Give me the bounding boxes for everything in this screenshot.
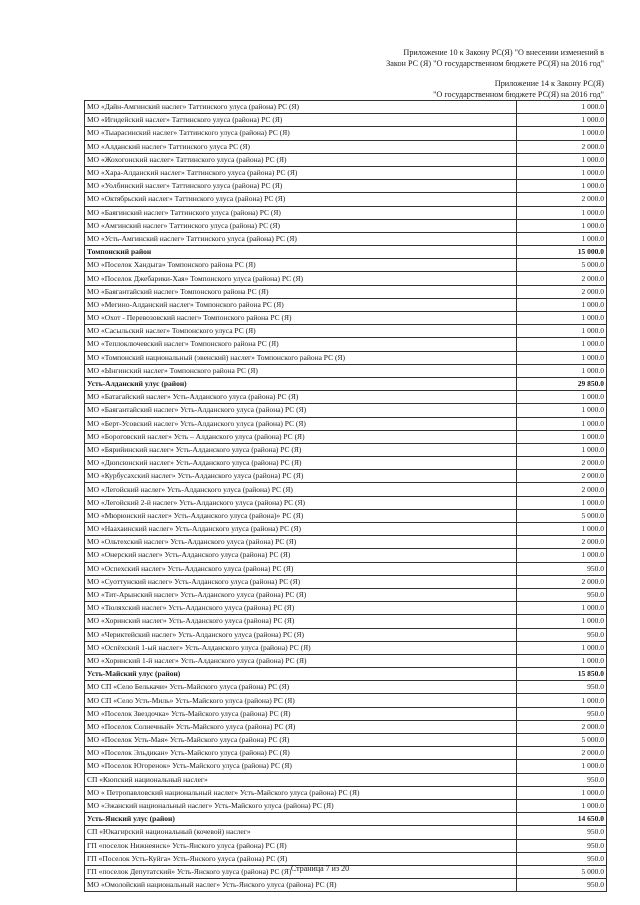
- table-row: [85, 641, 607, 654]
- amount-value: 2 000.0: [517, 575, 607, 588]
- municipality-name: МО «Берт-Усовский наслег» Усть-Алданского улуса (района) РС (Я): [85, 417, 517, 430]
- municipality-name: МО «Оспехский наслег» Усть-Алданского улуса (района) РС (Я): [85, 562, 517, 575]
- table-row: [85, 799, 607, 812]
- municipality-name: МО «Тит-Арынский наслег» Усть-Алданского улуса (района) РС (Я): [85, 588, 517, 601]
- municipality-name: МО «Омолойский национальный наслег» Усть-Янского улуса (района) РС (Я): [85, 879, 517, 892]
- table-row: [85, 206, 607, 219]
- amount-value: 1 000.0: [517, 312, 607, 325]
- header-line-2: Закон РС (Я) "О государственном бюджете РС(Я) на 2016 год": [386, 59, 604, 68]
- table-row: [85, 786, 607, 799]
- amount-value: 1 000.0: [517, 549, 607, 562]
- table-row: [85, 127, 607, 140]
- table-row: [85, 549, 607, 562]
- table-row: [85, 404, 607, 417]
- amount-value: 1 000.0: [517, 325, 607, 338]
- table-row: [85, 773, 607, 786]
- amount-value: 1 000.0: [517, 180, 607, 193]
- amount-value: 15 850.0: [517, 668, 607, 681]
- table-row: [85, 285, 607, 298]
- table-row: [85, 101, 607, 114]
- municipality-name: СП «Юкагирский национальный (кочевой) наслег»: [85, 826, 517, 839]
- table-row: [85, 879, 607, 892]
- municipality-name: ГП «поселок Нижнеянск» Усть-Янского улуса (района) РС (Я): [85, 839, 517, 852]
- table-row: [85, 114, 607, 127]
- municipality-name: МО «Теплоключевский наслег» Томпонского района РС (Я): [85, 338, 517, 351]
- amount-value: 1 000.0: [517, 101, 607, 114]
- table-row: [85, 259, 607, 272]
- amount-value: 1 000.0: [517, 760, 607, 773]
- municipality-name: МО «Бярийинский наслег» Усть-Алданского улуса (района) РС (Я): [85, 443, 517, 456]
- municipality-name: МО «Ынгинский наслег» Томпонского района РС (Я): [85, 364, 517, 377]
- municipality-name: МО «Сасыльский наслег» Томпонского улуса РС (Я): [85, 325, 517, 338]
- amount-value: 1 000.0: [517, 206, 607, 219]
- municipality-name: МО «Онерский наслег» Усть-Алданского улуса (района) РС (Я): [85, 549, 517, 562]
- table-row: [85, 338, 607, 351]
- municipality-name: МО «Баягантайский наслег» Томпонского района РС (Я): [85, 285, 517, 298]
- table-row: [85, 707, 607, 720]
- table-row: [85, 694, 607, 707]
- budget-table: [84, 100, 607, 892]
- amount-value: 1 000.0: [517, 351, 607, 364]
- table-row: [85, 180, 607, 193]
- amount-value: 950.0: [517, 562, 607, 575]
- table-row: [85, 615, 607, 628]
- municipality-name: МО «Легойский наслег» Усть-Алданского улуса (района) РС (Я): [85, 483, 517, 496]
- municipality-name: МО «Эжанский национальный наслег» Усть-Майского улуса (района) РС (Я): [85, 799, 517, 812]
- header-line-1: Приложение 10 к Закону РС(Я) "О внесении изменений в: [403, 48, 604, 57]
- header-line-4: "О государственном бюджете РС(Я) на 2016 год": [433, 90, 604, 99]
- amount-value: 2 000.0: [517, 483, 607, 496]
- amount-value: 2 000.0: [517, 470, 607, 483]
- municipality-name: МО «Томпонский национальный (эвенский) наслег» Томпонского района РС (Я): [85, 351, 517, 364]
- municipality-name: МО «Дайн-Амгинский наслег» Таттинского улуса (района) РС (Я): [85, 101, 517, 114]
- municipality-name: МО «Курбусахский наслег» Усть-Алданского улуса (района) РС (Я): [85, 470, 517, 483]
- amount-value: 950.0: [517, 707, 607, 720]
- amount-value: 2 000.0: [517, 272, 607, 285]
- municipality-name: МО «Чериктейский наслег» Усть-Алданского улуса (района) РС (Я): [85, 628, 517, 641]
- amount-value: 15 000.0: [517, 246, 607, 259]
- amount-value: 1 000.0: [517, 127, 607, 140]
- amount-value: 1 000.0: [517, 615, 607, 628]
- amount-value: 5 000.0: [517, 509, 607, 522]
- municipality-name: МО «Тыарасинский наслег» Таттинского улуса (района) РС (Я): [85, 127, 517, 140]
- municipality-name: Усть-Алданский улус (район): [85, 377, 517, 390]
- municipality-name: МО «Алданский наслег» Таттинского улуса РС (Я): [85, 140, 517, 153]
- table-row: [85, 523, 607, 536]
- municipality-name: МО «Легойский 2-й наслег» Усть-Алданского улуса (района) РС (Я): [85, 496, 517, 509]
- amount-value: 1 000.0: [517, 443, 607, 456]
- amount-value: 1 000.0: [517, 602, 607, 615]
- amount-value: 2 000.0: [517, 457, 607, 470]
- table-row: [85, 443, 607, 456]
- amount-value: 1 000.0: [517, 153, 607, 166]
- municipality-name: МО «Хара-Алданский наслег» Таттинского улуса (района) РС (Я): [85, 166, 517, 179]
- municipality-name: ГП «Поселок Усть-Куйга» Усть-Янского улуса (района) РС (Я): [85, 852, 517, 865]
- table-row: [85, 747, 607, 760]
- amount-value: 950.0: [517, 826, 607, 839]
- table-row: [85, 562, 607, 575]
- table-row: [85, 628, 607, 641]
- table-row: [85, 681, 607, 694]
- table-group-row: [85, 246, 607, 259]
- municipality-name: МО «Уолбинский наслег» Таттинского улуса (района) РС (Я): [85, 180, 517, 193]
- amount-value: 1 000.0: [517, 391, 607, 404]
- budget-table-body: [85, 101, 607, 892]
- page-number: Страница 7 из 20: [290, 864, 350, 873]
- table-row: [85, 654, 607, 667]
- municipality-name: МО «Баягинский наслег» Таттинского улуса (района) РС (Я): [85, 206, 517, 219]
- amount-value: 2 000.0: [517, 193, 607, 206]
- table-row: [85, 325, 607, 338]
- amount-value: 1 000.0: [517, 114, 607, 127]
- municipality-name: МО «Суоттунский наслег» Усть-Алданского улуса (района) РС (Я): [85, 575, 517, 588]
- amount-value: 5 000.0: [517, 259, 607, 272]
- municipality-name: МО «Поселок Усть-Мая» Усть-Майского улуса (района) РС (Я): [85, 734, 517, 747]
- municipality-name: МО СП «Село Белькачи» Усть-Майского улуса (района) РС (Я): [85, 681, 517, 694]
- amount-value: 950.0: [517, 839, 607, 852]
- table-row: [85, 312, 607, 325]
- amount-value: 1 000.0: [517, 786, 607, 799]
- appendix-header-amendment: [304, 47, 604, 69]
- amount-value: 950.0: [517, 588, 607, 601]
- municipality-name: МО «Поселок Югоренок» Усть-Майского улуса (района) РС (Я): [85, 760, 517, 773]
- municipality-name: МО «Жохогонский наслег» Таттинского улуса (района) РС (Я): [85, 153, 517, 166]
- amount-value: 2 000.0: [517, 747, 607, 760]
- table-row: [85, 391, 607, 404]
- table-row: [85, 430, 607, 443]
- municipality-name: МО «Мегино-Алданский наслег» Томпонского района РС (Я): [85, 298, 517, 311]
- amount-value: 950.0: [517, 681, 607, 694]
- amount-value: 1 000.0: [517, 364, 607, 377]
- municipality-name: МО «Дюпсюнский наслег» Усть-Алданского улуса (района) РС (Я): [85, 457, 517, 470]
- municipality-name: МО СП «Село Усть-Миль» Усть-Майского улуса (района) РС (Я): [85, 694, 517, 707]
- municipality-name: МО «Амгинский наслег» Таттинского улуса (района) РС (Я): [85, 219, 517, 232]
- amount-value: 2 000.0: [517, 720, 607, 733]
- table-row: [85, 457, 607, 470]
- amount-value: 950.0: [517, 852, 607, 865]
- amount-value: 1 000.0: [517, 219, 607, 232]
- amount-value: 1 000.0: [517, 694, 607, 707]
- amount-value: 1 000.0: [517, 496, 607, 509]
- amount-value: 950.0: [517, 879, 607, 892]
- table-row: [85, 588, 607, 601]
- municipality-name: ГП «поселок Депутатский» Усть-Янского улуса (района) РС (Я): [85, 865, 517, 878]
- table-row: [85, 351, 607, 364]
- amount-value: 1 000.0: [517, 417, 607, 430]
- municipality-name: МО «Поселок Эльдикан» Усть-Майского улуса (района) РС (Я): [85, 747, 517, 760]
- table-row: [85, 536, 607, 549]
- table-row: [85, 298, 607, 311]
- amount-value: 950.0: [517, 628, 607, 641]
- header-line-3: Приложение 14 к Закону РС(Я): [494, 79, 604, 88]
- table-row: [85, 166, 607, 179]
- municipality-name: МО «Хоринский 1-й наслег» Усть-Алданского улуса (района) РС (Я): [85, 654, 517, 667]
- table-row: [85, 839, 607, 852]
- table-row: [85, 720, 607, 733]
- amount-value: 5 000.0: [517, 734, 607, 747]
- amount-value: 2 000.0: [517, 140, 607, 153]
- municipality-name: МО «Наахаинский наслег» Усть-Алданского улуса (района) РС (Я): [85, 523, 517, 536]
- amount-value: 1 000.0: [517, 799, 607, 812]
- municipality-name: МО «Ольтехский наслег» Усть-Алданского улуса (района) РС (Я): [85, 536, 517, 549]
- municipality-name: МО «Охот - Перевозовский наслег» Томпонского района РС (Я): [85, 312, 517, 325]
- amount-value: 1 000.0: [517, 298, 607, 311]
- municipality-name: МО «Поселок Джебарики-Хая» Томпонского улуса (района) РС (Я): [85, 272, 517, 285]
- municipality-name: МО «Поселок Хандыга» Томпонского района РС (Я): [85, 259, 517, 272]
- table-row: [85, 272, 607, 285]
- amount-value: 1 000.0: [517, 404, 607, 417]
- municipality-name: МО «Бороговский наслег» Усть – Алданского улуса (района) РС (Я): [85, 430, 517, 443]
- amount-value: 1 000.0: [517, 641, 607, 654]
- table-row: [85, 232, 607, 245]
- table-row: [85, 153, 607, 166]
- municipality-name: СП «Кюпский национальный наслег»: [85, 773, 517, 786]
- table-group-row: [85, 377, 607, 390]
- table-row: [85, 364, 607, 377]
- table-row: [85, 483, 607, 496]
- table-group-row: [85, 668, 607, 681]
- appendix-header-original: [304, 78, 604, 100]
- amount-value: 1 000.0: [517, 232, 607, 245]
- amount-value: 5 000.0: [517, 865, 607, 878]
- amount-value: 14 650.0: [517, 813, 607, 826]
- municipality-name: МО «Поселок Солнечный» Усть-Майского улуса (района) РС (Я): [85, 720, 517, 733]
- table-row: [85, 602, 607, 615]
- amount-value: 2 000.0: [517, 285, 607, 298]
- table-group-row: [85, 813, 607, 826]
- municipality-name: МО « Петропавловский национальный наслег» Усть-Майского улуса (района) РС (Я): [85, 786, 517, 799]
- table-row: [85, 760, 607, 773]
- table-row: [85, 496, 607, 509]
- table-row: [85, 193, 607, 206]
- municipality-name: МО «Игидейский наслег» Таттинского улуса (района) РС (Я): [85, 114, 517, 127]
- amount-value: 1 000.0: [517, 338, 607, 351]
- municipality-name: МО «Поселок Звездочка» Усть-Майского улуса (района) РС (Я): [85, 707, 517, 720]
- amount-value: 1 000.0: [517, 430, 607, 443]
- municipality-name: МО «Хоринский наслег» Усть-Алданского улуса (района) РС (Я): [85, 615, 517, 628]
- table-row: [85, 826, 607, 839]
- table-row: [85, 734, 607, 747]
- municipality-name: МО «Октябрьский наслег» Таттинского улуса (района) РС (Я): [85, 193, 517, 206]
- amount-value: 29 850.0: [517, 377, 607, 390]
- municipality-name: МО «Баягантайский наслег» Усть-Алданского улуса (района) РС (Я): [85, 404, 517, 417]
- municipality-name: Усть-Майский улус (район): [85, 668, 517, 681]
- table-row: [85, 417, 607, 430]
- amount-value: 1 000.0: [517, 166, 607, 179]
- amount-value: 2 000.0: [517, 536, 607, 549]
- table-row: [85, 140, 607, 153]
- table-row: [85, 575, 607, 588]
- municipality-name: МО «Мюрюнский наслег» Усть-Алданского улуса (района)» РС (Я): [85, 509, 517, 522]
- municipality-name: Томпонский район: [85, 246, 517, 259]
- municipality-name: МО «Тюляхский наслег» Усть-Алданского улуса (района) РС (Я): [85, 602, 517, 615]
- municipality-name: МО «Оспёхский 1-ый наслег» Усть-Алданского улуса (района) РС (Я): [85, 641, 517, 654]
- table-row: [85, 470, 607, 483]
- municipality-name: МО «Усть-Амгинский наслег» Таттинского улуса (района) РС (Я): [85, 232, 517, 245]
- amount-value: 1 000.0: [517, 654, 607, 667]
- municipality-name: МО «Батагайский наслег» Усть-Алданского улуса (района) РС (Я): [85, 391, 517, 404]
- amount-value: 1 000.0: [517, 523, 607, 536]
- municipality-name: Усть-Янский улус (район): [85, 813, 517, 826]
- table-row: [85, 509, 607, 522]
- amount-value: 950.0: [517, 773, 607, 786]
- table-row: [85, 219, 607, 232]
